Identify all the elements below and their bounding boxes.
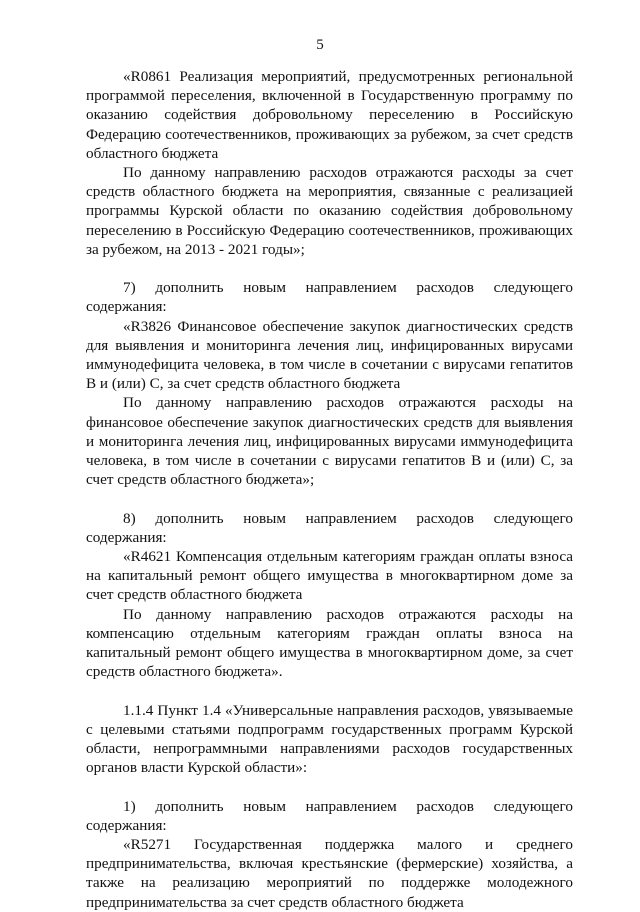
- document-body: [86, 67, 573, 912]
- paragraph-item-8: 8) дополнить новым направлением расходов следующего содержания:: [86, 509, 573, 546]
- paragraph-spacer: [86, 777, 573, 796]
- paragraph-r3826-description: По данному направлению расходов отражаются расходы на финансовое обеспечение закупок диагностических средств для выявления и мониторинга лечения лиц, инфицированных вирусами иммунодефицита человека, в том числе в сочетании с вирусами гепатитов В и (или) С, за счет средств областного бюджета»;: [86, 394, 573, 489]
- page-number: 5: [316, 37, 324, 53]
- paragraph-r5271-title: «R5271 Государственная поддержка малого и среднего предпринимательства, включая крестьянские (фермерские) хозяйства, а также на реализацию мероприятий по поддержке молодежного предпринимательства за счет средств областного бюджета: [86, 836, 573, 911]
- paragraph-r4621-description: По данному направлению расходов отражаются расходы на компенсацию отдельным категориям граждан оплаты взноса на капитальный ремонт общего имущества в многоквартирном доме, за счет средств областного бюджета».: [86, 605, 573, 681]
- paragraph-spacer: [86, 259, 573, 278]
- paragraph-r3826-title: «R3826 Финансовое обеспечение закупок диагностических средств для выявления и мониторинга лечения лиц, инфицированных вирусами иммунодефицита человека, в том числе в сочетании с вирусами гепатитов В и (или) С, за счет средств областного бюджета: [86, 317, 573, 393]
- paragraph-section-1-1-4: 1.1.4 Пункт 1.4 «Универсальные направления расходов, увязываемые с целевыми статьями подпрограмм государственных программ Курской области, непрограммными направлениями расходов государственных органов власти Курской области»:: [86, 701, 573, 777]
- paragraph-spacer: [86, 489, 573, 508]
- paragraph-spacer: [86, 681, 573, 700]
- paragraph-item-1: 1) дополнить новым направлением расходов следующего содержания:: [86, 797, 573, 834]
- paragraph-r0861-title: «R0861 Реализация мероприятий, предусмотренных региональной программой переселения, включенной в Государственную программу по оказанию содействия добровольному переселению в Российскую Федерацию соотечественников, проживающих за рубежом, за счет средств областного бюджета: [86, 68, 573, 162]
- paragraph-item-7: 7) дополнить новым направлением расходов следующего содержания:: [86, 279, 573, 316]
- paragraph-r0861-description: По данному направлению расходов отражаются расходы за счет средств областного бюджета на мероприятия, связанные с реализацией программы Курской области по оказанию содействия добровольному переселению в Российскую Федерацию соотечественников, проживающих за рубежом, на 2013 - 2021 годы»;: [86, 164, 573, 258]
- paragraph-r4621-title: «R4621 Компенсация отдельным категориям граждан оплаты взноса на капитальный ремонт общего имущества в многоквартирном доме за счет средств областного бюджета: [86, 548, 573, 604]
